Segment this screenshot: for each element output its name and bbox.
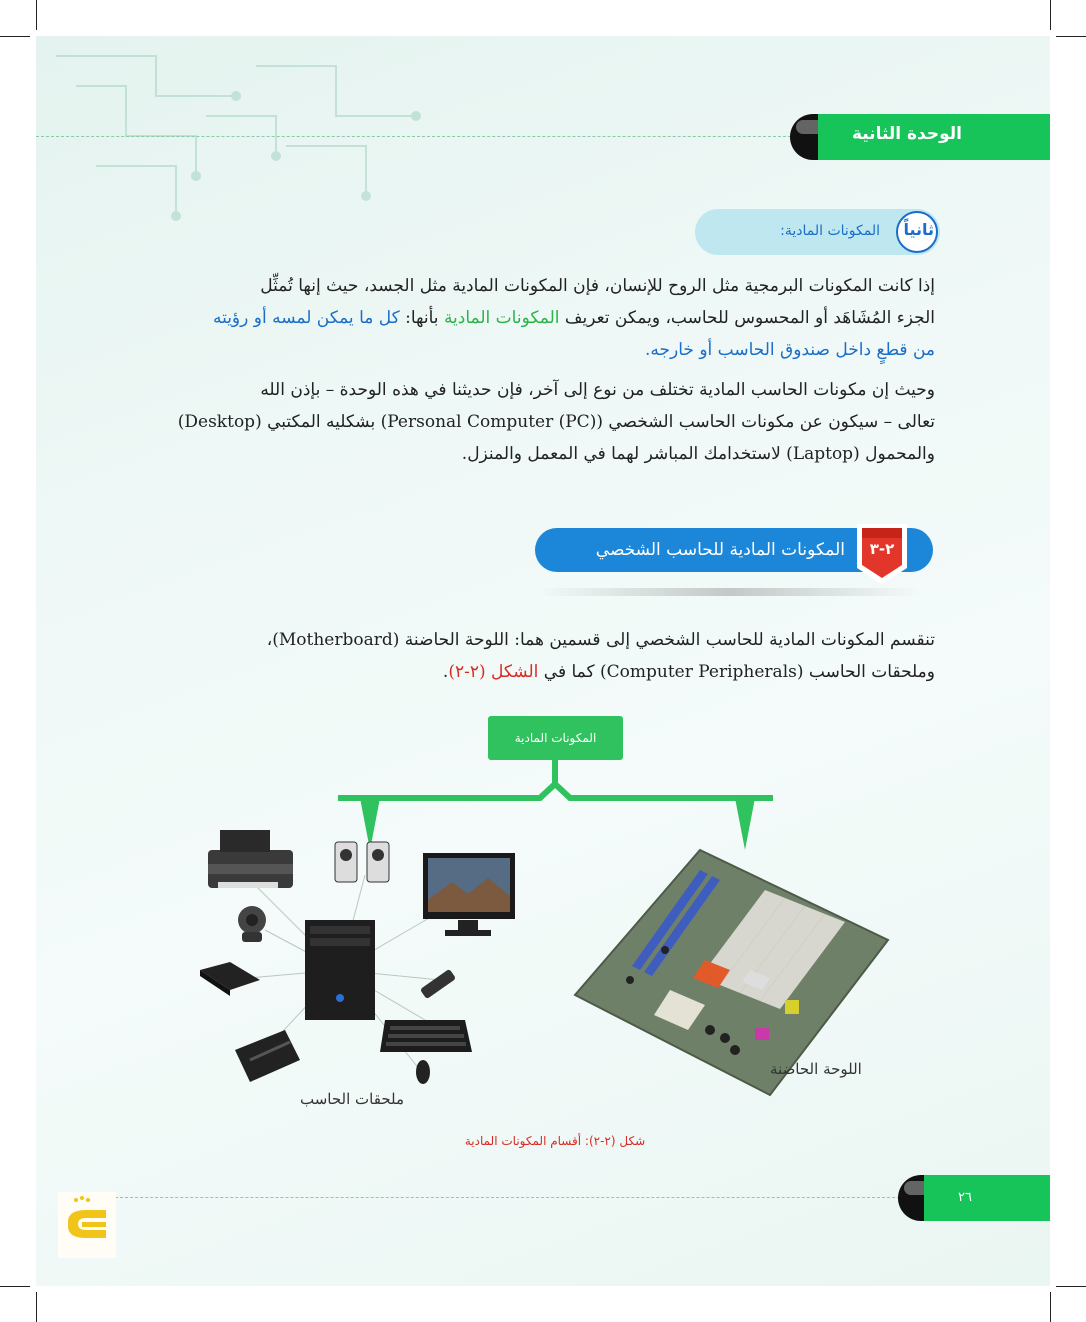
text-run: بأنها:: [405, 308, 439, 328]
router-icon: [235, 1030, 300, 1082]
crop-mark: [0, 1286, 30, 1287]
text-run: .: [442, 662, 449, 682]
subsection-number: ٢-٣: [869, 540, 895, 558]
paragraph-line: والمحمول (Laptop) لاستخدامك المباشر لهما في المعمل والمنزل.: [461, 444, 935, 464]
motherboard-label: اللوحة الحاضنة: [770, 1060, 862, 1078]
paragraph-pc: [150, 374, 935, 470]
figure-reference: الشكل (٢-٢): [448, 662, 539, 682]
unit-title: الوحدة الثانية: [851, 124, 962, 144]
subsection-shadow: [540, 588, 920, 596]
crop-mark: [36, 1292, 37, 1322]
figure-caption: شكل (٢-٢): أقسام المكونات المادية: [464, 1134, 646, 1148]
external-drive-icon: [200, 962, 260, 996]
mouse-icon: [416, 1060, 430, 1084]
peripherals-illustration: [190, 820, 520, 1100]
crop-mark: [1050, 0, 1051, 30]
section-heading: [695, 209, 940, 255]
footer-divider: [90, 1197, 900, 1198]
subsection-title: المكونات المادية للحاسب الشخصي: [595, 540, 845, 560]
webcam-icon: [238, 906, 266, 942]
text-run: وملحقات الحاسب (Computer Peripherals) كما في: [543, 662, 935, 682]
peripherals-label: ملحقات الحاسب: [300, 1090, 405, 1108]
paragraph-line: وحيث إن مكونات الحاسب المادية تختلف من نوع إلى آخر، فإن حديثنا في هذه الوحدة – بإذن الله: [260, 380, 935, 400]
keyboard-icon: [380, 1020, 472, 1052]
unit-tab: [790, 114, 1050, 160]
paragraph-line: تعالى – سيكون عن مكونات الحاسب الشخصي (Personal Computer (PC)) بشكليه المكتبي (Desktop): [177, 412, 935, 432]
speakers-icon: [335, 842, 389, 882]
publisher-logo-icon: [58, 1192, 116, 1258]
printer-icon: [208, 830, 293, 888]
paragraph-line: [150, 302, 935, 334]
crop-mark: [1050, 1292, 1051, 1322]
section-number: ثانياً: [903, 220, 934, 239]
paragraph-line: [150, 656, 935, 688]
text-run: الجزء المُشَاهَد أو المحسوس للحاسب، ويمكن تعريف: [564, 308, 935, 328]
page-number-tab: [898, 1175, 1050, 1221]
highlight-term: المكونات المادية: [443, 308, 560, 328]
computer-tower-icon: [305, 920, 375, 1020]
crop-mark: [1056, 36, 1086, 37]
diagram-root-box: المكونات المادية: [488, 716, 623, 760]
subsection-heading: [535, 524, 933, 574]
definition-text: من قطعٍ داخل صندوق الحاسب أو خارجه.: [644, 340, 935, 360]
crop-mark: [0, 36, 30, 37]
paragraph-line: تنقسم المكونات المادية للحاسب الشخصي إلى قسمين هما: اللوحة الحاضنة (Motherboard)،: [266, 630, 935, 650]
crop-mark: [1056, 1286, 1086, 1287]
paragraph-line: إذا كانت المكونات البرمجية مثل الروح للإنسان، فإن المكونات المادية مثل الجسد، حيث إنها تُمثِّل: [260, 276, 935, 296]
section-title: المكونات المادية:: [780, 223, 880, 239]
usb-drive-icon: [420, 969, 456, 999]
paragraph-division: [150, 624, 935, 688]
paragraph-intro: [150, 270, 935, 366]
header-divider: [36, 136, 796, 137]
crop-mark: [36, 0, 37, 30]
page-number: ٢٦: [958, 1190, 972, 1205]
monitor-icon: [423, 853, 515, 936]
definition-text: كل ما يمكن لمسه أو رؤيته: [212, 308, 400, 328]
